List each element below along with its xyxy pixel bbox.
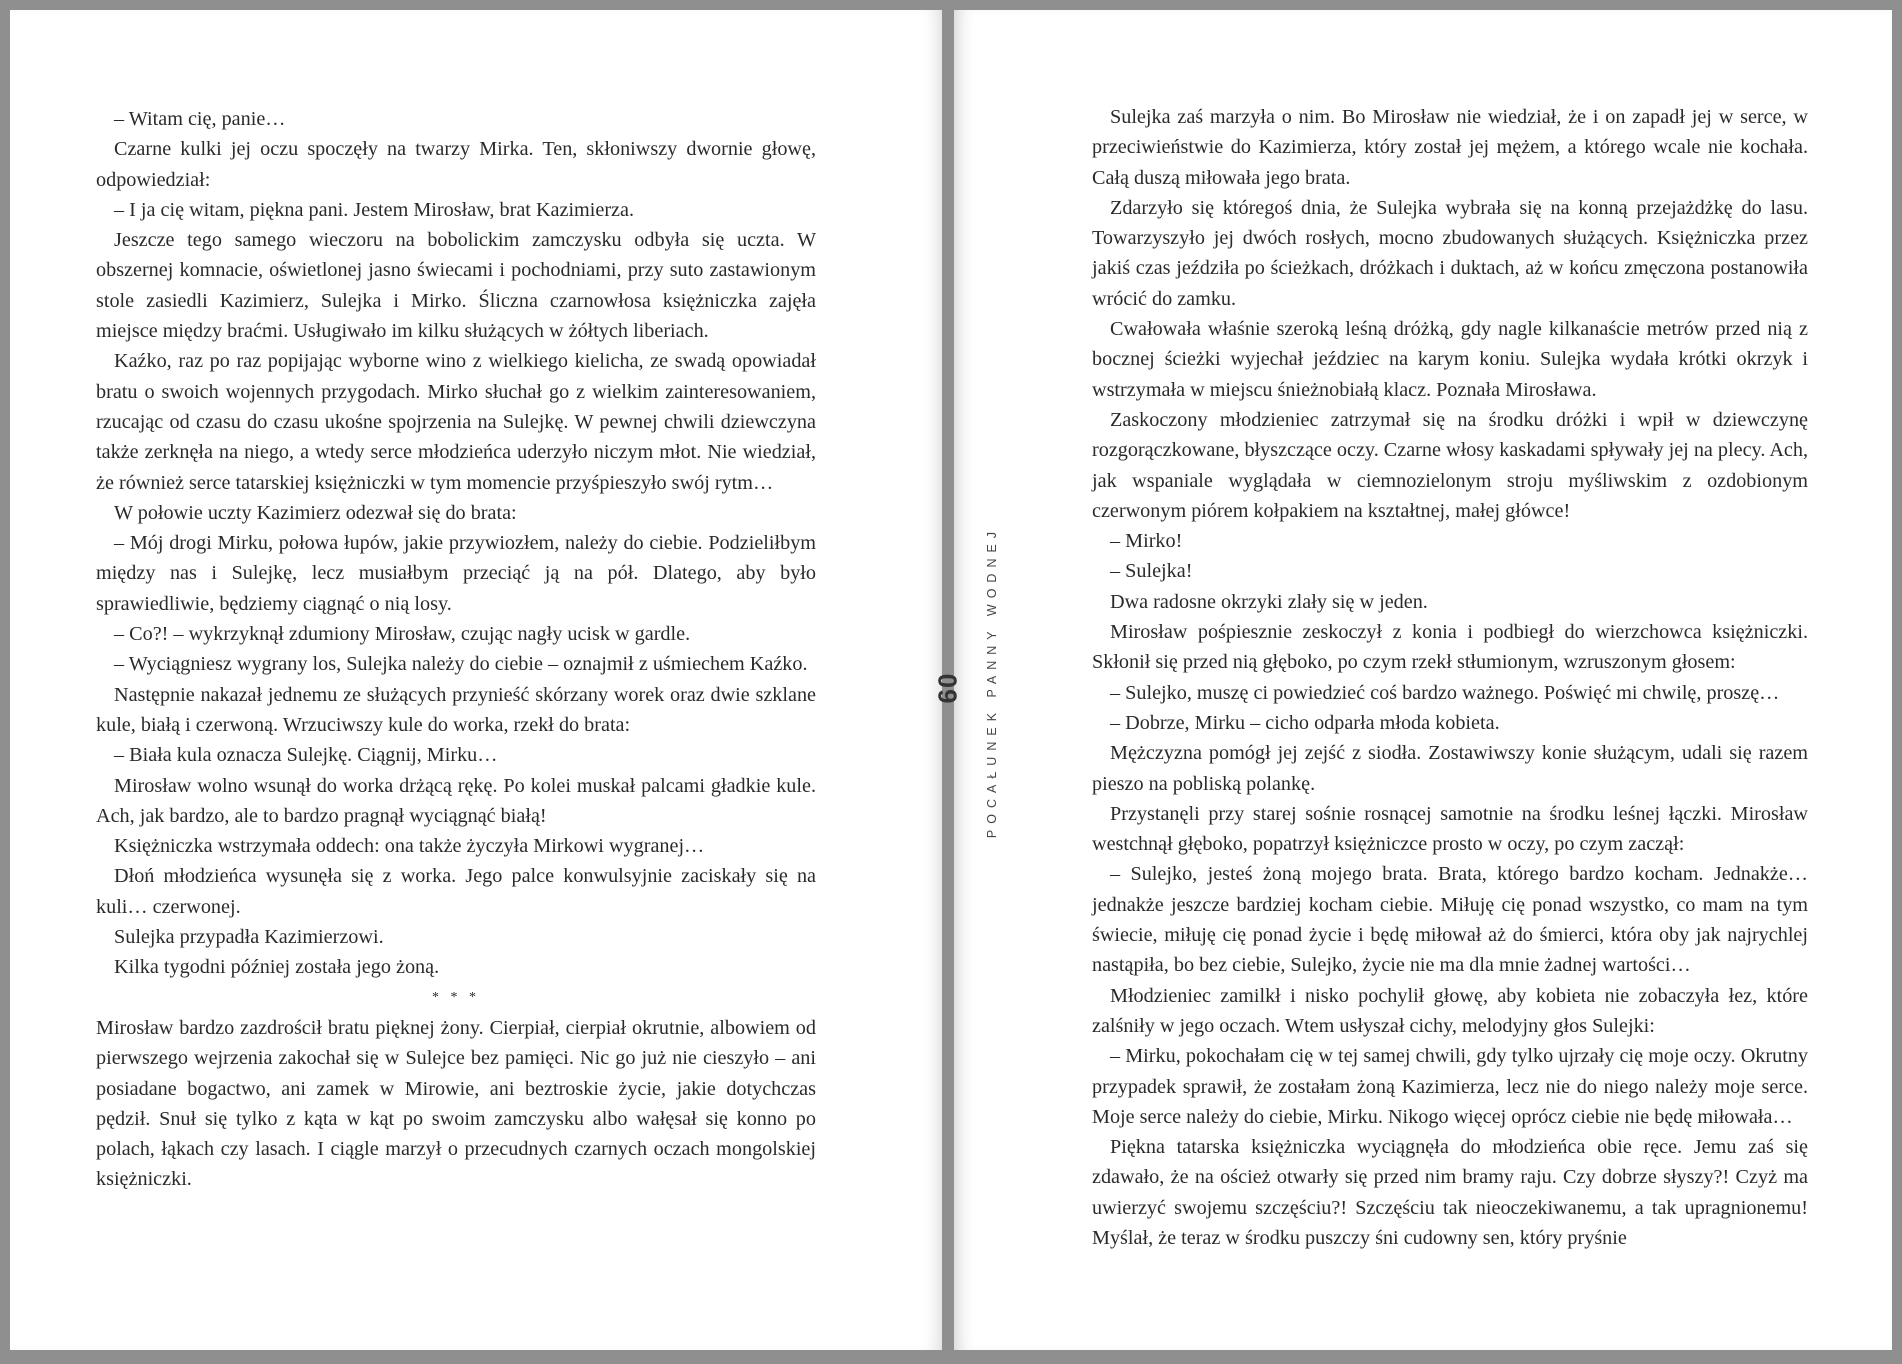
- paragraph: Kilka tygodni później została jego żoną.: [114, 956, 440, 979]
- paragraph: Mirosław wolno wsunął do worka drżącą rękę. Po kolei muskał palcami gładkie kule. Ach, jak bardzo, ale to bardzo pragnął wyciągnąć białą!: [96, 774, 816, 827]
- paragraph: Księżniczka wstrzymała oddech: ona także życzyła Mirkowi wygranej…: [114, 835, 705, 858]
- left-page: [10, 10, 942, 1350]
- paragraph: Mirosław bardzo zazdrościł bratu pięknej żony. Cierpiał, cierpiał okrutnie, albowiem od pierwszego wejrzenia zakochał się w Sulejce bez pamięci. Nic go już nie cieszyło – ani posiadane bogactwo, ani zamek w Mirowie, ani beztroskie życie, jakie dotychczas pędził. Snuł się tylko z kąta w kąt po swoim zamczysku albo wałęsał się konno po polach, łąkach czy lasach. I ciągle marzył o przecudnych czarnych oczach mongolskiej księżniczki.: [96, 1016, 816, 1191]
- paragraph: Następnie nakazał jednemu ze służących przynieść skórzany worek oraz dwie szklane kule, białą i czerwoną. Wrzuciwszy kule do worka, rzekł do brata:: [96, 683, 816, 736]
- paragraph: – I ja cię witam, piękna pani. Jestem Mirosław, brat Kazimierza.: [114, 198, 635, 221]
- left-page-text: [96, 104, 816, 1195]
- paragraph: Cwałowała właśnie szeroką leśną dróżką, gdy nagle kilkanaście metrów przed nią z bocznej ścieżki wyjechał jeździec na karym koniu. Sulejka wydała krótki okrzyk i wstrzymała w miejscu śnieżnobiałą klacz. Poznała Mirosława.: [1092, 318, 1808, 401]
- paragraph: – Witam cię, panie…: [114, 108, 286, 130]
- paragraph: Piękna tatarska księżniczka wyciągnęła do młodzieńca obie ręce. Jemu zaś się zdawało, że na oścież otwarły się przed nim bramy raju. Czy dobrze słyszy?! Czyż ma uwierzyć swojemu szczęściu?! Szczęściu tak nieoczekiwanemu, a tak upragnionemu! Myślał, że teraz w środku puszczy śni cudowny sen, który pryśnie: [1092, 1136, 1808, 1249]
- paragraph: – Biała kula oznacza Sulejkę. Ciągnij, Mirku…: [114, 744, 498, 767]
- section-separator: * * *: [432, 989, 480, 1005]
- paragraph: Dwa radosne okrzyki zlały się w jeden.: [1110, 590, 1428, 613]
- right-page-text: [1092, 102, 1808, 1253]
- paragraph: – Mirko!: [1110, 530, 1183, 553]
- paragraph: – Sulejka!: [1110, 560, 1193, 583]
- paragraph: Mirosław pośpiesznie zeskoczył z konia i podbiegł do wierzchowca księżniczki. Skłonił się przed nią głęboko, po czym rzekł stłumionym, wzruszonym głosem:: [1092, 621, 1808, 674]
- paragraph: Sulejka zaś marzyła o nim. Bo Mirosław nie wiedział, że i on zapadł jej w serce, w przeciwieństwie do Kazimierza, który został jej mężem, a którego wcale nie kochała. Całą duszą miłowała jego brata.: [1092, 106, 1808, 189]
- page-number: [918, 668, 978, 708]
- paragraph: – Wyciągniesz wygrany los, Sulejka należy do ciebie – oznajmił z uśmiechem Kaźko.: [114, 653, 808, 676]
- paragraph: Młodzieniec zamilkł i nisko pochylił głowę, aby kobieta nie zobaczyła łez, które zalśniły w jego oczach. Wtem usłyszał cichy, melodyjny głos Sulejki:: [1092, 984, 1808, 1037]
- paragraph: Kaźko, raz po raz popijając wyborne wino z wielkiego kielicha, ze swadą opowiadał bratu o swoich wojennych przygodach. Mirko słuchał go z wielkim zainteresowaniem, rzucając od czasu do czasu ukośne spojrzenia na Sulejkę. W pewnej chwili dziewczyna także zerknęła na niego, a wtedy serce młodzieńca uderzyło niczym młot. Nie wiedział, że również serce tatarskiej księżniczki w tym momencie przyśpieszyło swój rytm…: [96, 350, 816, 494]
- paragraph: Czarne kulki jej oczu spoczęły na twarzy Mirka. Ten, skłoniwszy dwornie głowę, odpowiedział:: [96, 138, 816, 191]
- paragraph: Jeszcze tego samego wieczoru na bobolickim zamczysku odbyła się uczta. W obszernej komnacie, oświetlonej jasno świecami i pochodniami, przy suto zastawionym stole zasiedli Kazimierz, Sulejka i Mirko. Śliczna czarnowłosa księżniczka zajęła miejsce między braćmi. Usługiwało im kilku służących w żółtych liberiach.: [96, 229, 816, 343]
- running-head-title: POCAŁUNEK PANNY WODNEJ: [985, 525, 999, 839]
- right-page: [932, 10, 1892, 1350]
- page-number-label: 60: [932, 672, 963, 704]
- paragraph: W połowie uczty Kazimierz odezwał się do brata:: [114, 501, 517, 524]
- paragraph: Zdarzyło się któregoś dnia, że Sulejka wybrała się na konną przejażdżkę do lasu. Towarzyszyło jej dwóch rosłych, mocno zbudowanych służących. Księżniczka przez jakiś czas jeździła po ścieżkach, dróżkach i duktach, aż w końcu zmęczona postanowiła wrócić do zamku.: [1092, 196, 1808, 310]
- paragraph: – Mirku, pokochałam cię w tej samej chwili, gdy tylko ujrzały cię moje oczy. Okrutny przypadek sprawił, że zostałam żoną Kazimierza, lecz nie do niego należy moje serce. Moje serce należy do ciebie, Mirku. Nikogo więcej oprócz ciebie nie będę miłowała…: [1092, 1045, 1808, 1128]
- paragraph: – Dobrze, Mirku – cicho odparła młoda kobieta.: [1110, 711, 1500, 734]
- running-head: [982, 522, 1002, 842]
- paragraph: Dłoń młodzieńca wysunęła się z worka. Jego palce konwulsyjnie zaciskały się na kuli… czerwonej.: [96, 865, 816, 918]
- paragraph: – Sulejko, jesteś żoną mojego brata. Brata, którego bardzo kocham. Jednakże… jednakże jeszcze bardziej kocham ciebie. Miłuję cię ponad wszystko, co mam na tym świecie, miłuję cię ponad życie i będę miłował aż do śmierci, która oby jak najrychlej nastąpiła, bo bez ciebie, Sulejko, życie nie ma dla mnie żadnej wartości…: [1092, 863, 1808, 977]
- paragraph: Mężczyzna pomógł jej zejść z siodła. Zostawiwszy konie służącym, udali się razem pieszo na pobliską polankę.: [1092, 742, 1808, 795]
- paragraph: Przystanęli przy starej sośnie rosnącej samotnie na środku leśnej łączki. Mirosław westchnął głęboko, popatrzył księżniczce prosto w oczy, po czym zaczął:: [1092, 802, 1808, 856]
- paragraph: – Mój drogi Mirku, połowa łupów, jakie przywiozłem, należy do ciebie. Podzieliłbym między nas i Sulejkę, lecz musiałbym przeciąć ją na pół. Dlatego, aby było sprawiedliwie, będziemy ciągnąć o nią losy.: [96, 532, 816, 615]
- paragraph: Sulejka przypadła Kazimierzowi.: [114, 926, 384, 949]
- paragraph: – Co?! – wykrzyknął zdumiony Mirosław, czując nagły ucisk w gardle.: [114, 623, 691, 646]
- paragraph: – Sulejko, muszę ci powiedzieć coś bardzo ważnego. Poświęć mi chwilę, proszę…: [1110, 681, 1780, 704]
- paragraph: Zaskoczony młodzieniec zatrzymał się na środku dróżki i wpił w dziewczynę rozgorączkowane, błyszczące oczy. Czarne włosy kaskadami spływały jej na plecy. Ach, jak wspaniale wyglądała w ciemnozielonym stroju myśliwskim z ozdobionym czerwonym piórem kołpakiem na kształtnej, małej główce!: [1092, 408, 1808, 522]
